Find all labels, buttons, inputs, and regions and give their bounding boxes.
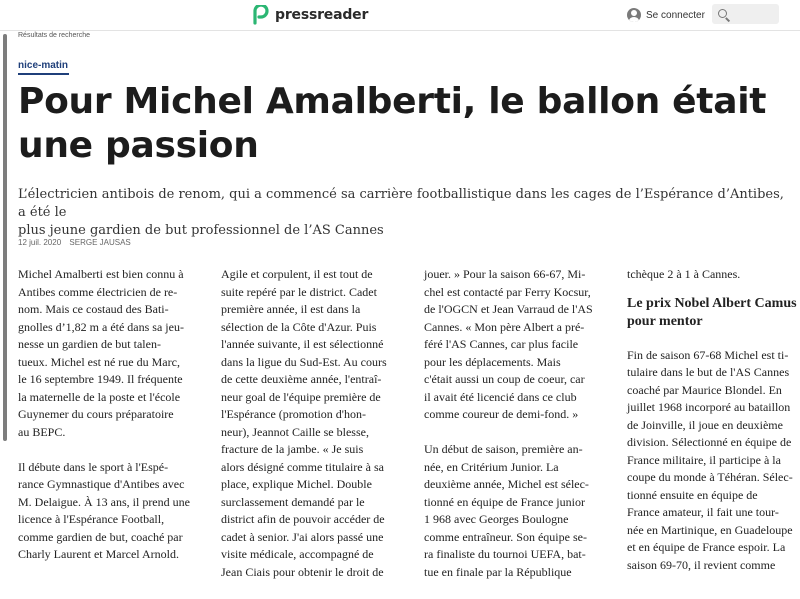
text-line: surclassement demandé par le [221, 494, 365, 509]
text-line: Fin de saison 67-68 Michel est ti- [627, 347, 789, 362]
text-line: coaché par Maurice Blondel. En [627, 382, 782, 397]
text-line: Cannes. « Mon père Albert a pré- [424, 319, 585, 334]
article-column-3 [424, 266, 614, 599]
paragraph [627, 266, 800, 284]
text-line: comme gardien de but, coaché par [18, 529, 183, 544]
text-line: deuxième année, Michel est sélec- [424, 477, 589, 491]
text-line: première année, il est dans la [221, 302, 361, 316]
pressreader-logo-icon [252, 5, 270, 25]
text-line: alors désigné comme titulaire à sa [221, 459, 384, 474]
text-line: division. Sélectionné en équipe de [627, 435, 792, 449]
heading-line: pour mentor [627, 313, 703, 329]
text-line: Jean Ciais pour obtenir le droit de [221, 564, 384, 579]
sign-in-button[interactable] [627, 7, 705, 23]
headline-line: Pour Michel Amalberti, le ballon était [18, 81, 767, 122]
article-column-2 [221, 266, 411, 599]
text-line: de cette deuxième année, l'entraî- [221, 372, 382, 386]
paragraph [627, 347, 800, 575]
text-line: tulaire dans le but de l'AS Cannes [627, 365, 790, 379]
text-line: district afin de pouvoir accéder de [221, 512, 385, 526]
paragraph [221, 266, 411, 581]
pressreader-logo[interactable] [252, 4, 368, 26]
text-line: pour les déplacements. Mais [424, 354, 561, 369]
top-bar [0, 0, 800, 31]
text-line: née en Martinique, en Guadeloupe [627, 522, 793, 537]
heading-line: Le prix Nobel Albert Camus [627, 295, 797, 311]
publication-name[interactable]: nice-matin [18, 60, 69, 71]
breadcrumb-search-results[interactable]: Résultats de recherche [18, 32, 90, 39]
text-line: c'était aussi un coup de coeur, car [424, 372, 585, 386]
text-line: l'Espérance (promotion d'hon- [221, 407, 366, 421]
text-line: la maternelle de la poste et l'école [18, 389, 181, 404]
text-line: fracture de la jambe. « Je suis [221, 442, 364, 456]
text-line: neur goal de l'équipe première de [221, 389, 381, 404]
text-line: Agile et corpulent, il est tout de [221, 267, 373, 281]
brand-name: pressreader [275, 7, 369, 23]
text-line: place, explique Michel. Double [221, 477, 372, 491]
text-line: Charly Laurent et Marcel Arnold. [18, 547, 179, 561]
text-line: tionné ensuite en équipe de [627, 487, 758, 502]
search-input[interactable] [732, 6, 780, 22]
text-line: suite repéré par le district. Cadet [221, 284, 377, 299]
publication-underline [18, 73, 69, 75]
text-line: rance Gymnastique d'Antibes avec [18, 477, 185, 491]
text-line: cadet à senior. J'ai alors passé une [221, 529, 384, 544]
text-line: de Joinville, il joue en deuxième [627, 417, 783, 432]
text-line: et en équipe de France espoir. La [627, 540, 786, 554]
text-line: ra finaliste du tournoi UEFA, bat- [424, 547, 586, 561]
text-line: 1 968 avec Georges Boulogne [424, 512, 569, 526]
text-line: Un début de saison, première an- [424, 442, 583, 456]
headline-line: une passion [18, 125, 259, 166]
text-line: de l'OGCN et Jean Varraud de l'AS [424, 302, 593, 316]
text-line: le 16 septembre 1949. Il fréquente [18, 372, 183, 386]
text-line: visite médicale, accompagné de [221, 547, 374, 561]
text-line: féré l'AS Cannes, car plus facile [424, 337, 579, 351]
text-line: coupe du monde à Téhéran. Sélec- [627, 470, 793, 484]
text-line: au BEPC. [18, 424, 66, 439]
text-line: France amateur, il fait une tour- [627, 505, 779, 519]
text-line: gnolles d’1,82 m a été dans sa jeu- [18, 319, 184, 334]
article-date: 12 juil. 2020 [18, 238, 62, 247]
text-line: l'année suivante, il est sélectionné [221, 337, 384, 351]
subhead-line: plus jeune gardien de but professionnel de l’AS Cannes [18, 223, 384, 238]
text-line: M. Delaigue. À 13 ans, il prend une [18, 494, 190, 509]
text-line: nom. Mais ce costaud des Bati- [18, 302, 169, 316]
section-heading [627, 295, 800, 331]
search-icon [718, 9, 727, 18]
text-line: jouer. » Pour la saison 66-67, Mi- [424, 267, 586, 281]
search-box[interactable] [712, 4, 779, 24]
article-meta [18, 238, 131, 247]
text-line: comme coureur de demi-fond. » [424, 407, 579, 421]
paragraph [424, 266, 614, 424]
scrollbar[interactable] [3, 34, 7, 441]
text-line: chel est contacté par Ferry Kocsur, [424, 284, 591, 299]
text-line: saison 69-70, il revient comme [627, 557, 776, 572]
subhead-line: L’électricien antibois de renom, qui a commencé sa carrière footballistique dans les cages de l’Espérance d’Antibes, a été le [18, 187, 784, 220]
article-headline [18, 80, 798, 168]
article-subhead [18, 186, 793, 240]
article-column-4 [627, 266, 800, 592]
text-line: dans la ligue du Sud-Est. Au cours [221, 354, 387, 369]
text-line: il avait été licencié dans ce club [424, 389, 577, 404]
paragraph [18, 266, 208, 441]
text-line: juillet 1968 incorporé au bataillon [627, 400, 791, 414]
text-line: sélection de la Côte d'Azur. Puis [221, 319, 377, 334]
text-line: comme entraîneur. Son équipe se- [424, 529, 587, 544]
text-line: Il débute dans le sport à l'Espé- [18, 459, 169, 474]
text-line: tueux. Michel est né rue du Marc, [18, 354, 180, 369]
sign-in-label: Se connecter [646, 9, 705, 21]
text-line: licence à l'Espérance Football, [18, 512, 165, 526]
text-line: neur), Jeannot Caille se blesse, [221, 424, 369, 439]
text-line: France militaire, il participe à la [627, 452, 781, 467]
article-author[interactable]: SERGE JAUSAS [69, 238, 131, 247]
paragraph [424, 441, 614, 581]
text-line: tchèque 2 à 1 à Cannes. [627, 267, 741, 281]
text-line: née, en Critérium Junior. La [424, 459, 559, 474]
text-line: Antibes comme électricien de re- [18, 284, 178, 299]
paragraph [18, 459, 208, 564]
text-line: Guynemer du cours préparatoire [18, 407, 174, 421]
article-column-1 [18, 266, 208, 581]
text-line: nesse un gardien de but talen- [18, 337, 161, 351]
user-icon [627, 8, 641, 22]
text-line: Michel Amalberti est bien connu à [18, 267, 184, 281]
text-line: tue en finale par la République [424, 564, 572, 579]
text-line: tionné en équipe de France junior [424, 494, 585, 509]
